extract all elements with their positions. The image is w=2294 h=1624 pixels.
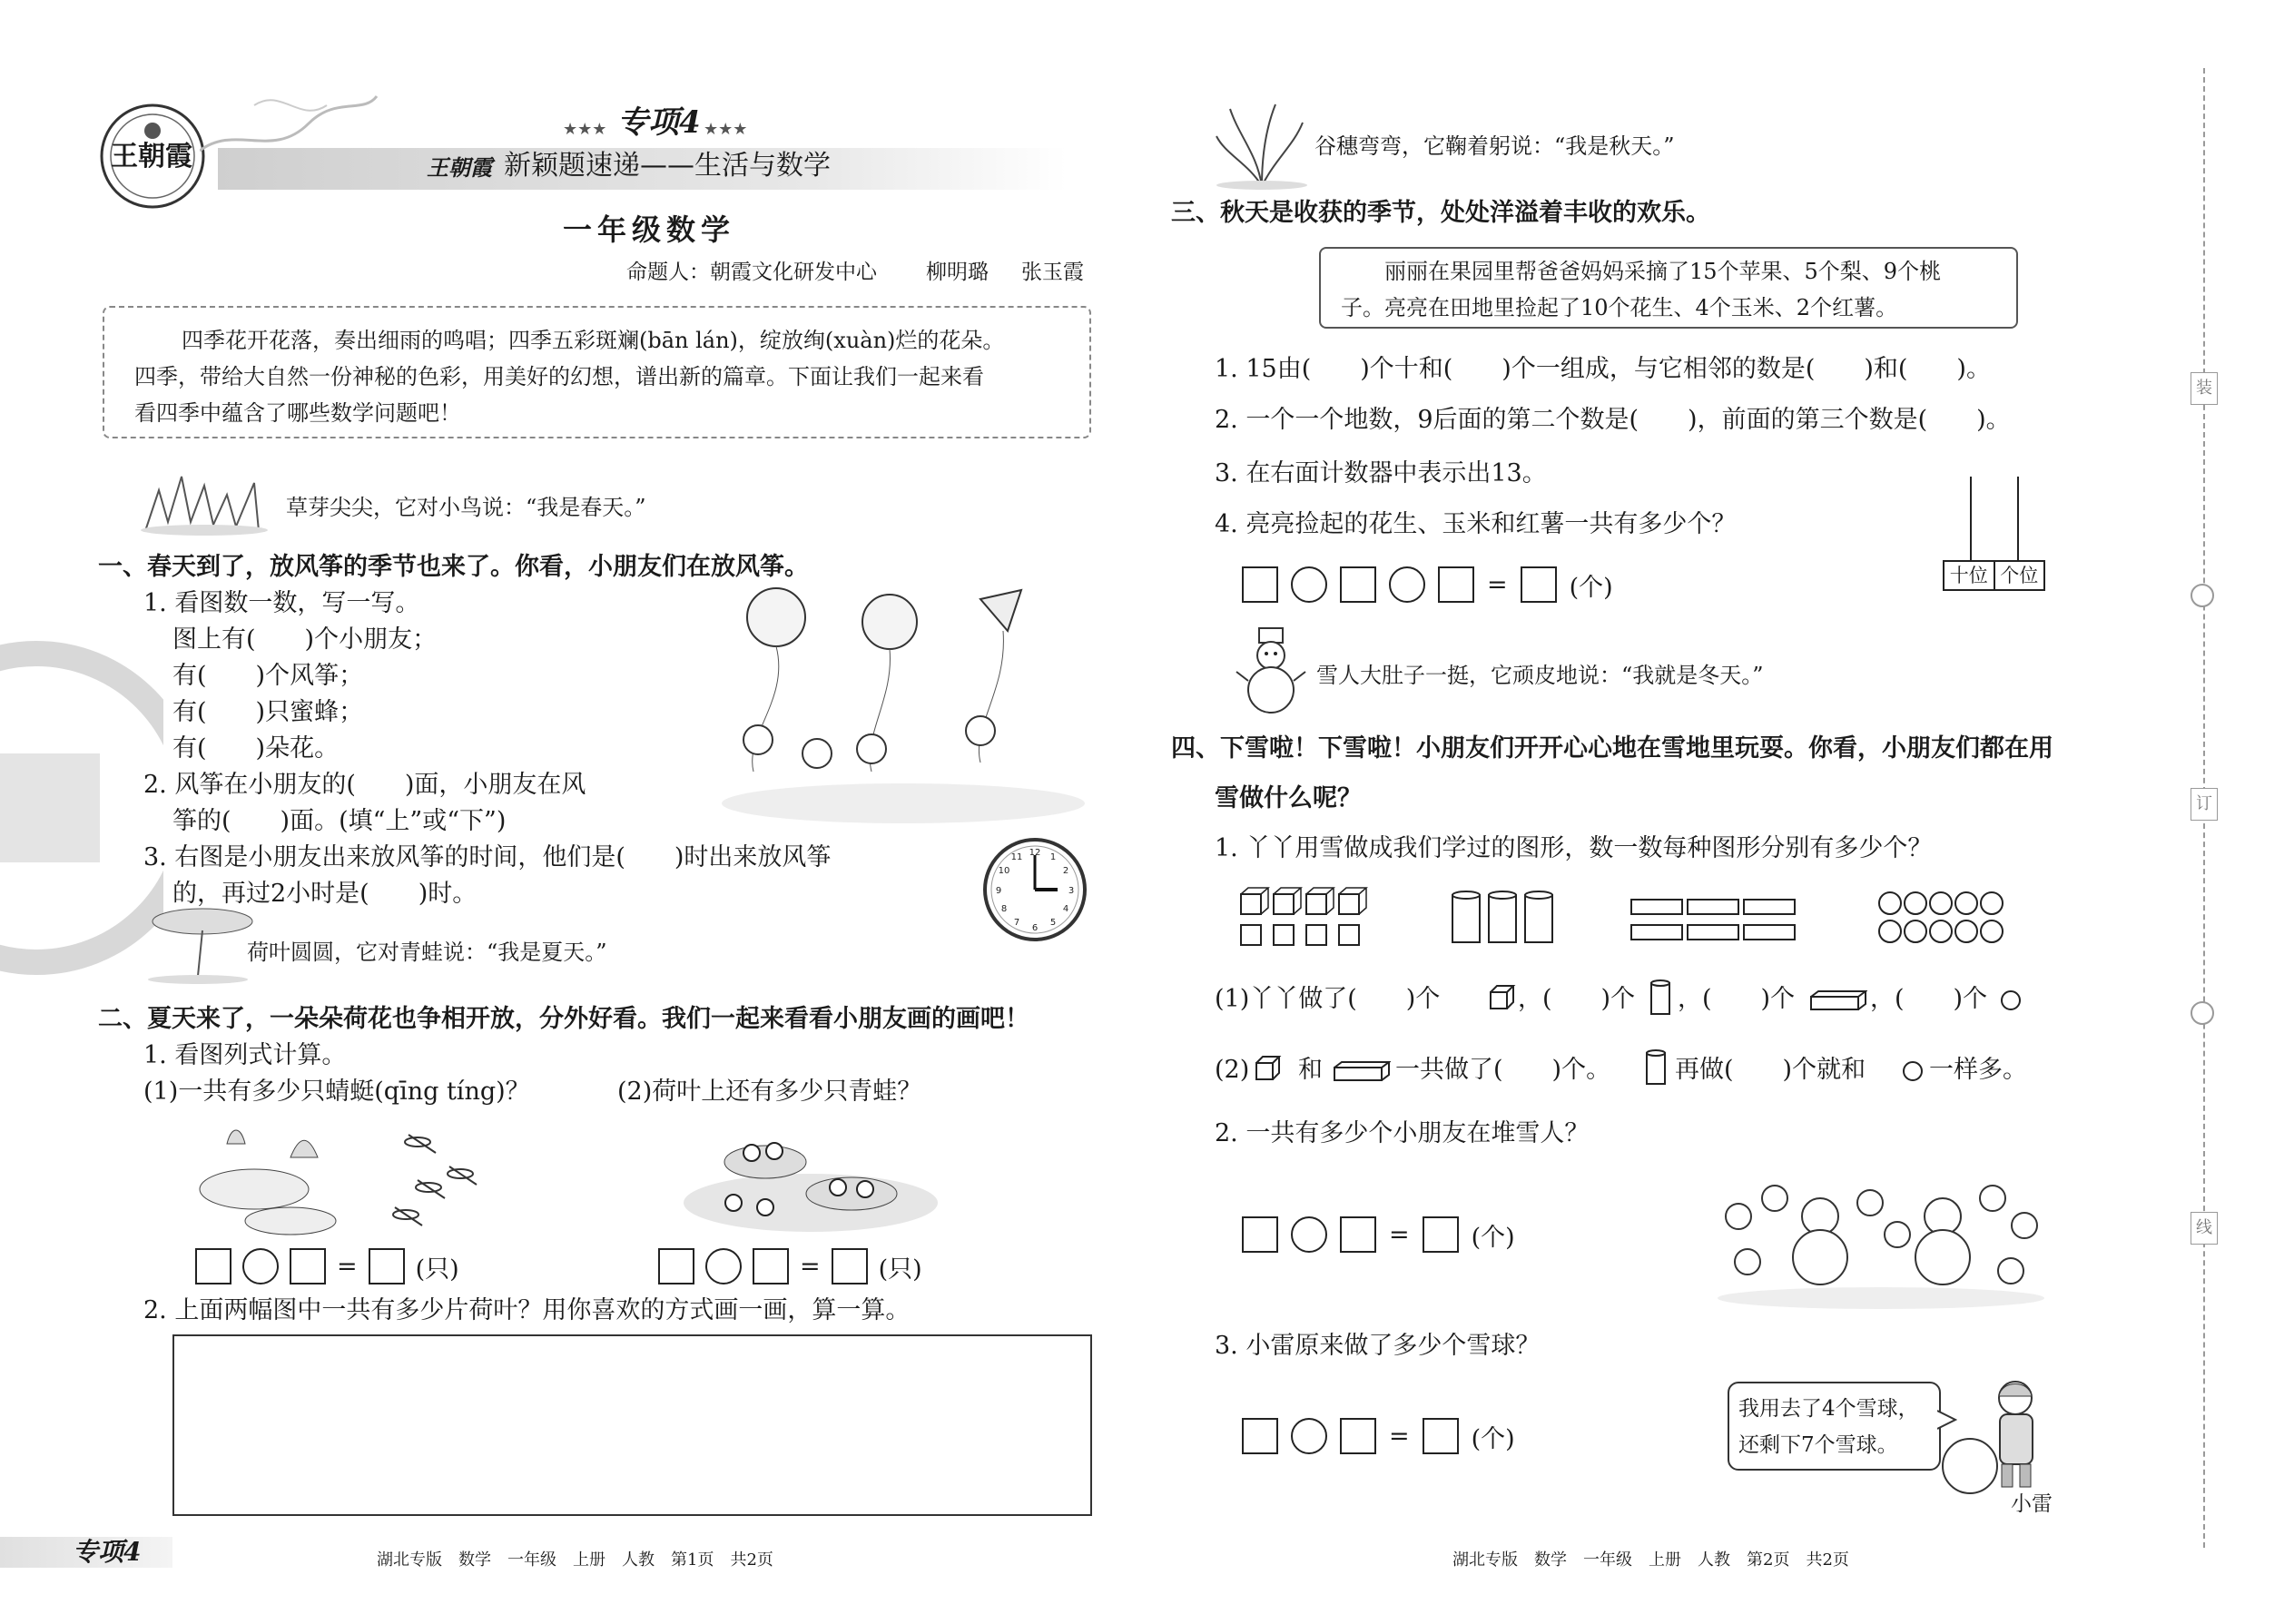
spring-q1a: 图上有( )个小朋友； — [172, 625, 438, 654]
unit-label: (个) — [1471, 1424, 1515, 1453]
logo-text: 王朝霞 — [111, 141, 192, 172]
winter-q1a-part3: ，( )个 — [1678, 985, 1796, 1013]
equals-sign: = — [1487, 570, 1508, 599]
sphere-icon — [1902, 1060, 1924, 1082]
wheat-icon — [1212, 100, 1312, 191]
winter-q1: 1. 丫丫用雪做成我们学过的图形，数一数每种图形分别有多少个？ — [1215, 834, 1933, 862]
summer-q1: 1. 看图列式计算。 — [143, 1041, 347, 1069]
winter-equation-3 — [1242, 1418, 1515, 1454]
unit-label: (个) — [1471, 1223, 1515, 1252]
autumn-equation — [1242, 566, 1613, 603]
lotus-leaf-icon — [143, 903, 261, 985]
summer-equation-a — [195, 1248, 459, 1284]
winter-q1b-part1: (2) — [1215, 1056, 1250, 1084]
autumn-box-line-1: 丽丽在果园里帮爸爸妈妈采摘了15个苹果、5个梨、9个桃 — [1384, 259, 1942, 284]
abacus-tens-label: 十位 — [1944, 562, 1995, 589]
summer-title: 二、夏天来了，一朵朵荷花也争相开放，分外好看。我们一起来看看小朋友画的画吧！ — [98, 1005, 1029, 1033]
binding-hole-1 — [2191, 584, 2214, 607]
page-subject: 一年级数学 — [563, 212, 736, 247]
winter-title-1: 四、下雪啦！下雪啦！小朋友们开开心心地在雪地里玩耍。你看，小朋友们都在用 — [1171, 734, 2053, 763]
cuboid-group — [1629, 892, 1802, 947]
abacus-base — [1943, 560, 2045, 591]
spring-q1d: 有( )朵花。 — [172, 734, 340, 763]
answer-box[interactable] — [195, 1248, 231, 1284]
summer-equation-b — [658, 1248, 922, 1284]
winter-q1b-part3: 一共做了( )个。 — [1395, 1056, 1611, 1084]
unit-label: (个) — [1569, 573, 1613, 602]
sphere-group — [1877, 890, 2009, 946]
abacus-rod-ones — [2017, 477, 2019, 560]
cylinder-icon — [1645, 1048, 1667, 1088]
svg-text:11: 11 — [1010, 852, 1023, 862]
answer-box[interactable] — [658, 1248, 694, 1284]
binding-label-1: 装 — [2191, 372, 2218, 405]
winter-equation-2 — [1242, 1216, 1515, 1253]
spring-q2a: 2. 风筝在小朋友的( )面，小朋友在风 — [143, 771, 586, 799]
svg-text:7: 7 — [1013, 918, 1020, 928]
autumn-q4: 4. 亮亮捡起的花生、玉米和红薯一共有多少个？ — [1215, 510, 1737, 538]
cuboid-icon — [1333, 1060, 1391, 1082]
banner-brand: 王朝霞 — [427, 154, 492, 181]
svg-text:5: 5 — [1049, 918, 1057, 928]
abacus-ones-label: 个位 — [2000, 565, 2039, 586]
answer-box[interactable] — [1340, 1418, 1376, 1454]
snowman-kids-illustration — [1711, 1153, 2052, 1312]
winter-q3: 3. 小雷原来做了多少个雪球？ — [1215, 1332, 1541, 1360]
sphere-icon — [2000, 989, 2022, 1011]
boy-name-label: 小雷 — [2011, 1492, 2053, 1516]
svg-text:4: 4 — [1062, 904, 1069, 914]
equals-sign: = — [1389, 1422, 1410, 1451]
svg-text:8: 8 — [1000, 904, 1008, 914]
answer-box[interactable] — [1242, 566, 1278, 603]
binding-hole-2 — [2191, 1001, 2214, 1025]
svg-text:1: 1 — [1049, 852, 1057, 862]
spring-q3b: 的，再过2小时是( )时。 — [172, 880, 478, 908]
series-stars-left: ★★★ — [563, 120, 607, 139]
svg-text:2: 2 — [1062, 866, 1069, 876]
svg-text:9: 9 — [995, 886, 1002, 896]
cube-group — [1239, 885, 1375, 949]
intro-line-2: 四季，带给大自然一份神秘的色彩，用美好的幻想，谱出新的篇章。下面让我们一起来看 — [134, 364, 984, 389]
autumn-q2: 2. 一个一个地数，9后面的第二个数是( )，前面的第三个数是( )。 — [1215, 406, 2011, 434]
equals-sign: = — [1389, 1220, 1410, 1249]
intro-line-1: 四季花开花落，奏出细雨的鸣唱；四季五彩斑斓(bān lán)，绽放绚(xuàn)烂的花朵。 — [182, 328, 1005, 353]
winter-q1b-part4: 再做( )个就和 — [1675, 1056, 1866, 1084]
intro-line-3: 看四季中蕴含了哪些数学问题吧！ — [134, 400, 461, 426]
answer-box[interactable] — [290, 1248, 326, 1284]
watermark-seal — [0, 617, 163, 999]
series-title: 专项4 — [617, 104, 701, 141]
operator-circle[interactable] — [1291, 566, 1327, 603]
spring-q1b: 有( )个风筝； — [172, 662, 364, 690]
winter-q1a-part2: ，( )个 — [1518, 985, 1636, 1013]
cube-icon — [1489, 984, 1516, 1013]
winter-q1a-part1: (1)丫丫做了( )个 — [1215, 985, 1441, 1013]
autumn-q3: 3. 在右面计数器中表示出13。 — [1215, 459, 1547, 487]
operator-circle[interactable] — [1291, 1418, 1327, 1454]
summer-q1a: (1)一共有多少只蜻蜓(qīng tíng)？ — [143, 1078, 530, 1106]
authors-label: 命题人：朝霞文化研发中心 — [626, 261, 877, 284]
answer-box[interactable] — [1423, 1418, 1459, 1454]
answer-box[interactable] — [1438, 566, 1474, 603]
winter-q1b-part5: 一样多。 — [1929, 1056, 2027, 1084]
autumn-title: 三、秋天是收获的季节，处处洋溢着丰收的欢乐。 — [1171, 199, 1710, 227]
speech-line-2: 还剩下7个雪球。 — [1738, 1433, 1898, 1457]
author-2: 张玉霞 — [1021, 261, 1084, 284]
svg-text:3: 3 — [1068, 886, 1075, 896]
spring-q1c: 有( )只蜜蜂； — [172, 698, 364, 726]
summer-q1b: (2)荷叶上还有多少只青蛙？ — [617, 1078, 922, 1106]
winter-quote: 雪人大肚子一挺，它顽皮地说：“我就是冬天。” — [1316, 663, 1764, 688]
winter-q1a-part4: ，( )个 — [1870, 985, 1988, 1013]
spring-quote: 草芽尖尖，它对小鸟说：“我是春天。” — [286, 495, 646, 520]
operator-circle[interactable] — [242, 1248, 279, 1284]
summer-quote: 荷叶圆圆，它对青蛙说：“我是夏天。” — [247, 940, 607, 965]
answer-box[interactable] — [1242, 1418, 1278, 1454]
drawing-area[interactable] — [172, 1334, 1092, 1516]
cube-icon — [1255, 1055, 1282, 1084]
frog-illustration — [679, 1117, 942, 1239]
boy-with-snowball-illustration — [1929, 1371, 2056, 1498]
unit-label: (只) — [415, 1255, 459, 1284]
spring-title: 一、春天到了，放风筝的季节也来了。你看，小朋友们在放风筝。 — [98, 553, 809, 581]
svg-text:6: 6 — [1031, 923, 1039, 933]
equals-sign: = — [337, 1252, 358, 1281]
abacus-rod-tens — [1970, 477, 1972, 560]
answer-box[interactable] — [369, 1248, 405, 1284]
brand-logo — [98, 102, 207, 211]
operator-circle[interactable] — [1389, 566, 1425, 603]
footer-left: 湖北专版 数学 一年级 上册 人教 第1页 共2页 — [377, 1550, 773, 1570]
svg-text:12: 12 — [1029, 848, 1041, 858]
unit-label: (只) — [878, 1255, 922, 1284]
cylinder-group — [1451, 890, 1555, 949]
snowman-icon — [1235, 626, 1307, 717]
binding-label-3: 线 — [2191, 1212, 2218, 1245]
autumn-quote: 谷穗弯弯，它鞠着躬说：“我是秋天。” — [1314, 133, 1675, 159]
dragonfly-illustration — [191, 1117, 490, 1239]
operator-circle[interactable] — [705, 1248, 742, 1284]
autumn-q1: 1. 15由( )个十和( )个一组成，与它相邻的数是( )和( )。 — [1215, 355, 1991, 383]
answer-box[interactable] — [1340, 1216, 1376, 1253]
answer-box[interactable] — [1521, 566, 1557, 603]
answer-box[interactable] — [753, 1248, 789, 1284]
kite-illustration — [708, 581, 1098, 826]
spring-q2b: 筝的( )面。(填“上”或“下”) — [172, 807, 507, 835]
clock-icon — [980, 835, 1089, 944]
speech-line-1: 我用去了4个雪球， — [1738, 1397, 1919, 1421]
abacus[interactable] — [1943, 477, 2047, 595]
cylinder-icon — [1649, 979, 1671, 1019]
spring-q1: 1. 看图数一数，写一写。 — [143, 589, 420, 617]
answer-box[interactable] — [1242, 1216, 1278, 1253]
autumn-box-line-2: 子。亮亮在田地里捡起了10个花生、4个玉米、2个红薯。 — [1341, 295, 1898, 320]
winter-q1b-part2: 和 — [1298, 1056, 1323, 1084]
operator-circle[interactable] — [1291, 1216, 1327, 1253]
winter-q2: 2. 一共有多少个小朋友在堆雪人？ — [1215, 1119, 1590, 1147]
author-1: 柳明璐 — [926, 261, 989, 284]
footer-tag: 专项4 — [73, 1537, 142, 1567]
series-stars-right: ★★★ — [704, 120, 748, 139]
answer-box[interactable] — [1340, 566, 1376, 603]
grass-icon — [141, 472, 277, 536]
footer-right: 湖北专版 数学 一年级 上册 人教 第2页 共2页 — [1452, 1550, 1849, 1570]
banner-title: 新颖题速递——生活与数学 — [504, 150, 831, 182]
answer-box[interactable] — [832, 1248, 868, 1284]
spring-q3a: 3. 右图是小朋友出来放风筝的时间，他们是( )时出来放风筝 — [143, 843, 832, 871]
binding-label-2: 订 — [2191, 788, 2218, 821]
equals-sign: = — [800, 1252, 821, 1281]
cuboid-icon — [1809, 989, 1867, 1011]
answer-box[interactable] — [1423, 1216, 1459, 1253]
summer-q2: 2. 上面两幅图中一共有多少片荷叶？用你喜欢的方式画一画，算一算。 — [143, 1296, 911, 1324]
winter-title-2: 雪做什么呢？ — [1215, 784, 1362, 812]
svg-text:10: 10 — [998, 866, 1010, 876]
